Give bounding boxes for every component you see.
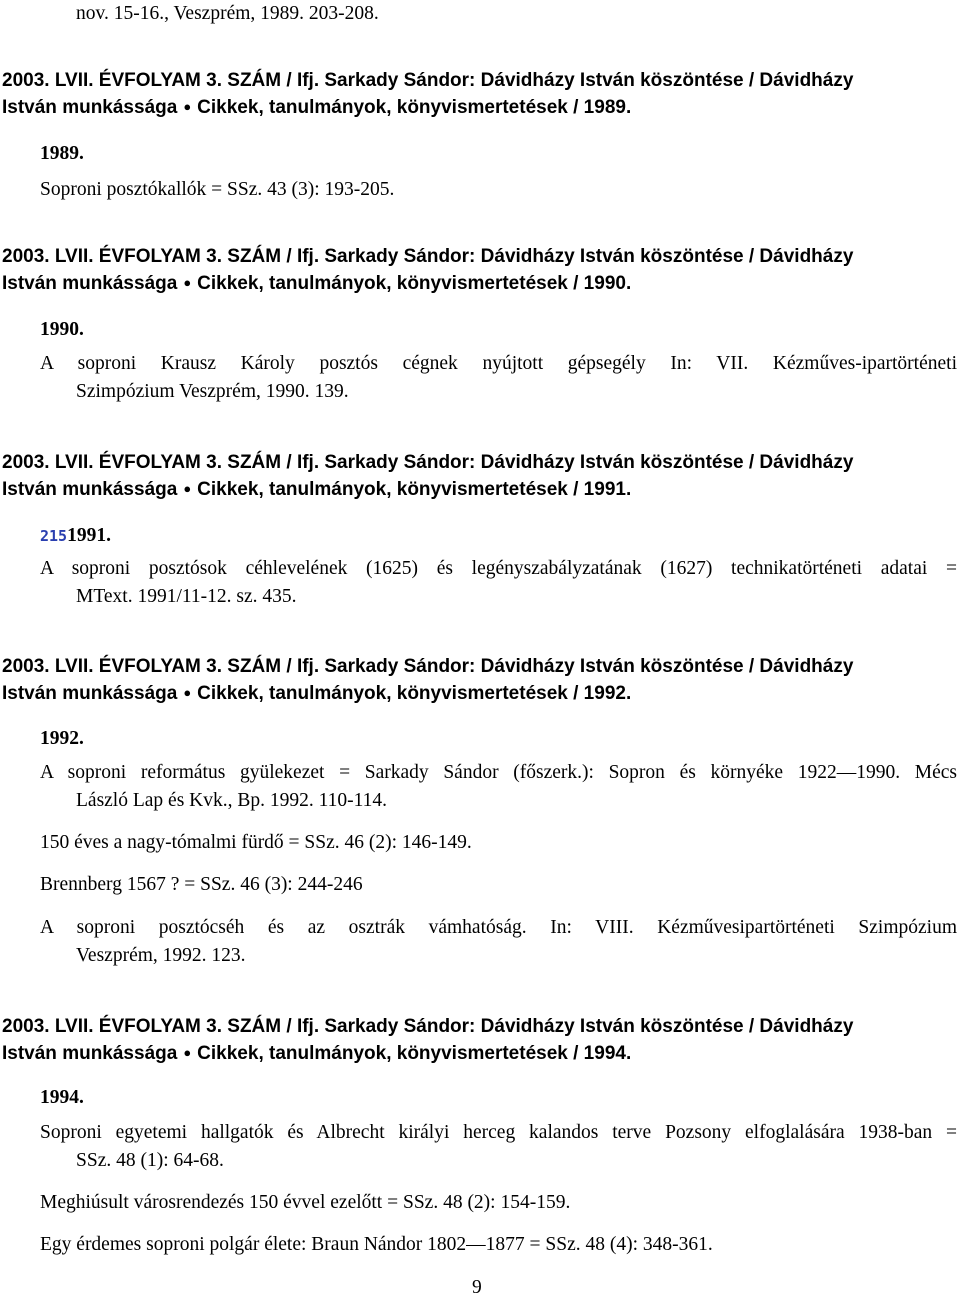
- bibliography-entry: A soproni posztócséh és az osztrák vámhatóság. In: VIII. Kézművesipartörténeti Szimpózium Veszprém, 1992. 123.: [40, 917, 957, 966]
- bibliography-entry: A soproni Krausz Károly posztós cégnek nyújtott gépsegély In: VII. Kézműves-ipartörténeti Szimpózium Veszprém, 1990. 139.: [40, 353, 957, 402]
- header-line-2: István munkássága ● Cikkek, tanulmányok, könyvismertetések / 1990.: [2, 270, 932, 297]
- header-line-2: István munkássága ● Cikkek, tanulmányok, könyvismertetések / 1989.: [2, 94, 932, 121]
- header-line-2: István munkássága ● Cikkek, tanulmányok, könyvismertetések / 1991.: [2, 476, 932, 503]
- year-heading-1994: 1994.: [40, 1087, 84, 1108]
- bullet-icon: ●: [183, 481, 192, 496]
- continued-entry-line: nov. 15-16., Veszprém, 1989. 203-208.: [76, 3, 379, 24]
- section-header-1989: [2, 68, 932, 121]
- bullet-icon: ●: [183, 275, 192, 290]
- section-header-1991: [2, 450, 932, 503]
- bibliography-entry: A soproni posztósok céhlevelének (1625) és legényszabályzatának (1627) technikatörténeti adatai = MText. 1991/11-12. sz. 435.: [40, 558, 957, 607]
- header-line-1: 2003. LVII. ÉVFOLYAM 3. SZÁM / Ifj. Sarkady Sándor: Dávidházy István köszöntése / Dávidházy: [2, 246, 854, 267]
- header-line-2: István munkássága ● Cikkek, tanulmányok, könyvismertetések / 1994.: [2, 1040, 932, 1067]
- header-line-2: István munkássága ● Cikkek, tanulmányok, könyvismertetések / 1992.: [2, 680, 932, 707]
- bibliography-entry: Soproni egyetemi hallgatók és Albrecht királyi herceg kalandos terve Pozsony elfoglalására 1938-ban = SSz. 48 (1): 64-68.: [40, 1122, 957, 1171]
- page-number: 9: [472, 1277, 482, 1298]
- bullet-icon: ●: [183, 99, 192, 114]
- year-heading-1989: 1989.: [40, 143, 84, 164]
- bibliography-entry: Meghiúsult városrendezés 150 évvel ezelőtt = SSz. 48 (2): 154-159.: [40, 1192, 571, 1213]
- bullet-icon: ●: [183, 685, 192, 700]
- bibliography-entry: Egy érdemes soproni polgár élete: Braun Nándor 1802—1877 = SSz. 48 (4): 348-361.: [40, 1234, 713, 1255]
- section-header-1994: [2, 1014, 932, 1067]
- year-heading-1990: 1990.: [40, 319, 84, 340]
- header-line-1: 2003. LVII. ÉVFOLYAM 3. SZÁM / Ifj. Sarkady Sándor: Dávidházy István köszöntése / Dávidházy: [2, 70, 854, 91]
- section-header-1990: [2, 244, 932, 297]
- bibliography-entry: A soproni református gyülekezet = Sarkady Sándor (főszerk.): Sopron és környéke 1922—1990. Mécs László Lap és Kvk., Bp. 1992. 110-114.: [40, 762, 957, 811]
- year-heading-1991: 2151991.: [40, 525, 111, 546]
- section-header-1992: [2, 654, 932, 707]
- header-line-1: 2003. LVII. ÉVFOLYAM 3. SZÁM / Ifj. Sarkady Sándor: Dávidházy István köszöntése / Dávidházy: [2, 452, 854, 473]
- year-heading-1992: 1992.: [40, 728, 84, 749]
- header-line-1: 2003. LVII. ÉVFOLYAM 3. SZÁM / Ifj. Sarkady Sándor: Dávidházy István köszöntése / Dávidházy: [2, 1016, 854, 1037]
- page-marker: 215: [40, 527, 68, 545]
- bullet-icon: ●: [183, 1045, 192, 1060]
- header-line-1: 2003. LVII. ÉVFOLYAM 3. SZÁM / Ifj. Sarkady Sándor: Dávidházy István köszöntése / Dávidházy: [2, 656, 854, 677]
- bibliography-entry: 150 éves a nagy-tómalmi fürdő = SSz. 46 (2): 146-149.: [40, 832, 472, 853]
- bibliography-entry: Brennberg 1567 ? = SSz. 46 (3): 244-246: [40, 874, 363, 895]
- bibliography-entry: Soproni posztókallók = SSz. 43 (3): 193-205.: [40, 179, 395, 200]
